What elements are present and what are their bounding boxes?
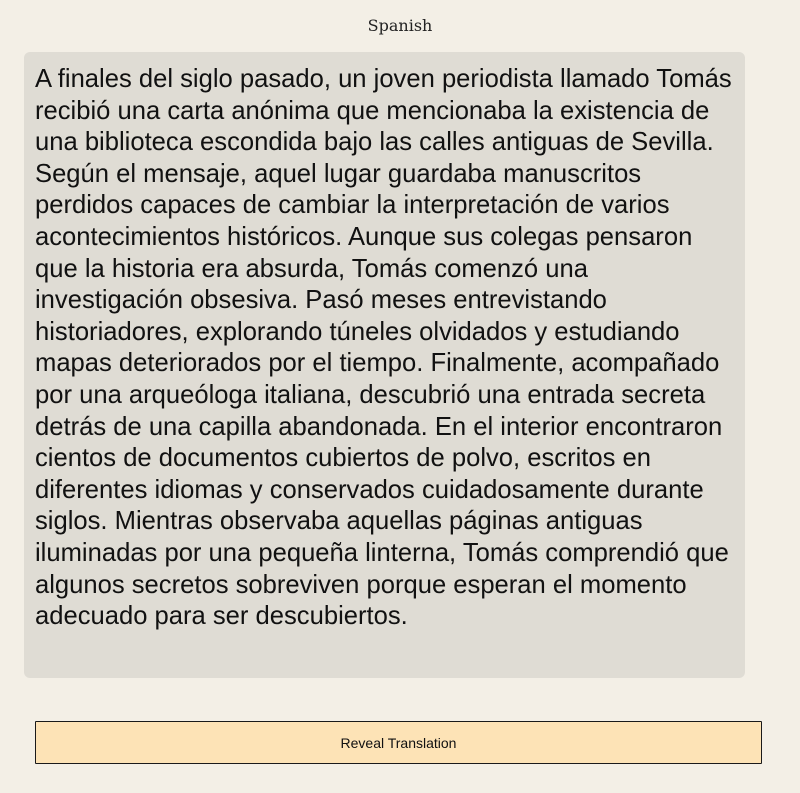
passage-panel	[24, 52, 745, 678]
passage-text: A finales del siglo pasado, un joven periodista llamado Tomás recibió una carta anónima que mencionaba la existencia de una biblioteca escondida bajo las calles antiguas de Sevilla. Según el mensaje, aquel lugar guardaba manuscritos perdidos capaces de cambiar la interpretación de varios acontecimientos históricos. Aunque sus colegas pensaron que la historia era absurda, Tomás comenzó una investigación obsesiva. Pasó meses entrevistando historiadores, explorando túneles olvidados y estudiando mapas deteriorados por el tiempo. Finalmente, acompañado por una arqueóloga italiana, descubrió una entrada secreta detrás de una capilla abandonada. En el interior encontraron cientos de documentos cubiertos de polvo, escritos en diferentes idiomas y conservados cuidadosamente durante siglos. Mientras observaba aquellas páginas antiguas iluminadas por una pequeña linterna, Tomás comprendió que algunos secretos sobreviven porque esperan el momento adecuado para ser descubiertos.	[35, 65, 732, 631]
reveal-translation-button[interactable]: Reveal Translation	[35, 721, 762, 764]
language-label: Spanish	[367, 16, 433, 35]
